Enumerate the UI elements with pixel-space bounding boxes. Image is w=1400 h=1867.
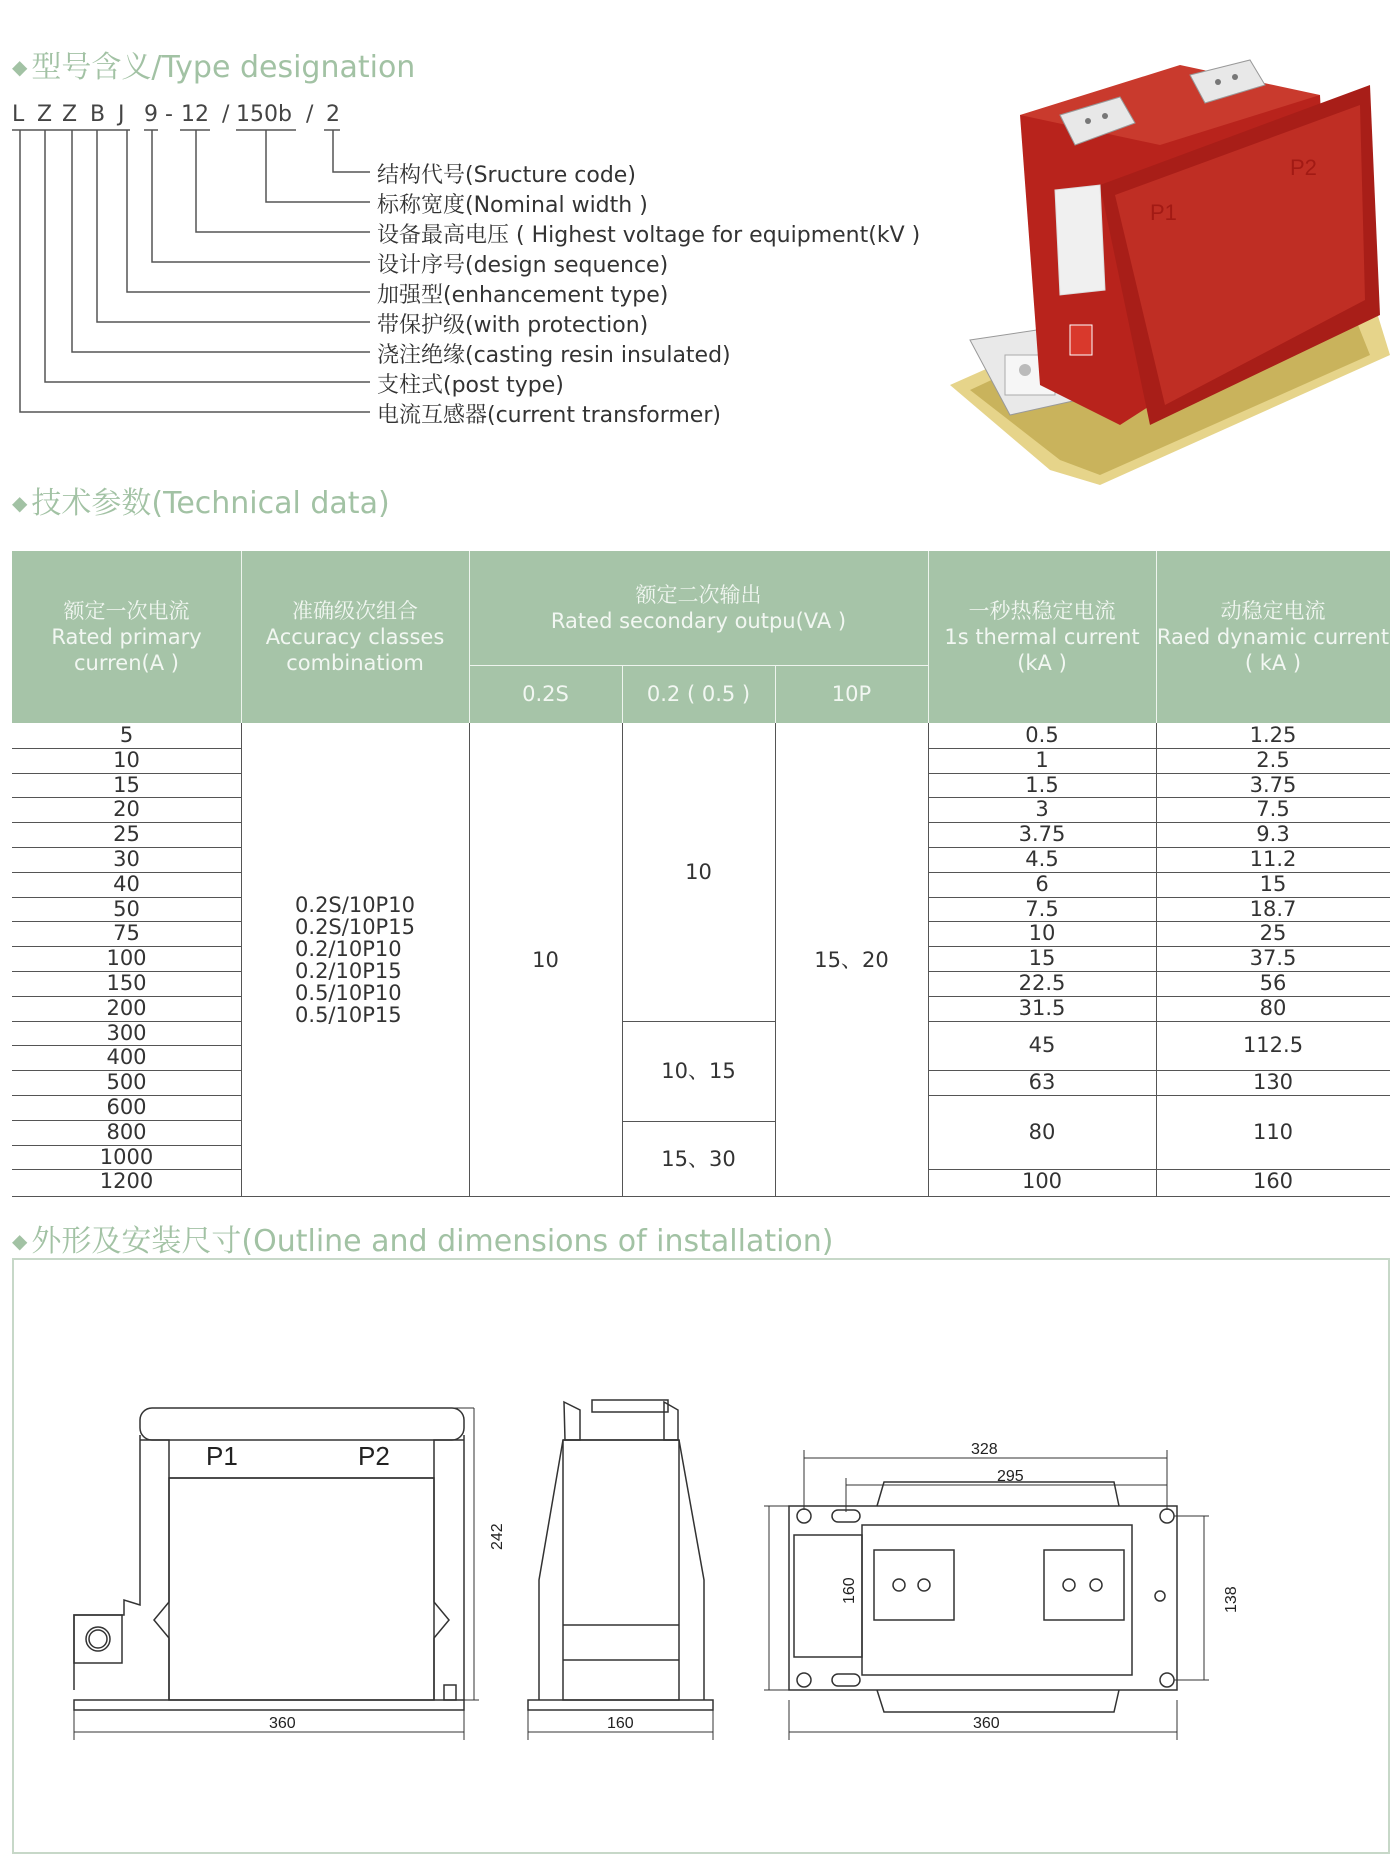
designation-item: 设备最高电压 ( Highest voltage for equipment(kV ) — [377, 223, 921, 248]
thermal-current-cell: 3.75 — [1018, 822, 1066, 847]
diamond-bullet-icon: ◆ — [12, 491, 28, 515]
primary-current-cell: 200 — [106, 995, 147, 1020]
thermal-current-cell: 31.5 — [1018, 995, 1066, 1020]
front-label-p2: P2 — [358, 1441, 390, 1471]
header-line: Accuracy classes — [265, 625, 445, 649]
primary-current-cell: 5 — [119, 723, 134, 747]
primary-current-cell: 20 — [113, 797, 140, 822]
designation-item: 标称宽度(Nominal width ) — [377, 193, 648, 218]
dynamic-current-cell: 160 — [1252, 1169, 1294, 1194]
code-char: J — [118, 102, 125, 127]
header-line: 额定二次输出 — [635, 583, 762, 607]
designation-connector-lines — [0, 0, 380, 420]
front-dim-width: 360 — [269, 1715, 296, 1732]
dynamic-current-cell: 15 — [1259, 871, 1287, 896]
output-0.2-cell: 15、30 — [661, 1147, 736, 1171]
product-photo-current-transformer — [950, 55, 1390, 495]
header-line: Rated primary — [51, 625, 202, 649]
dynamic-current-cell: 37.5 — [1249, 946, 1297, 971]
primary-current-cell: 40 — [113, 871, 140, 896]
primary-current-cell: 30 — [113, 847, 140, 871]
accuracy-list — [295, 894, 415, 1026]
technical-data-table — [12, 551, 1390, 1197]
output-0.2-cell: 10 — [685, 860, 712, 884]
designation-item: 加强型(enhancement type) — [377, 283, 669, 308]
top-dim-depth: 160 — [841, 1577, 858, 1604]
primary-current-cell: 400 — [106, 1045, 147, 1070]
primary-current-cell: 1000 — [99, 1144, 154, 1169]
code-char: 9 — [144, 102, 158, 127]
output-0.2s-cell: 10 — [532, 948, 559, 972]
dynamic-current-cell: 11.2 — [1249, 847, 1297, 871]
front-view — [74, 1408, 479, 1740]
primary-current-cell: 10 — [113, 747, 140, 772]
header-primary-current — [12, 551, 241, 723]
primary-current-cell: 300 — [106, 1020, 147, 1045]
thermal-current-cell: 63 — [1028, 1070, 1056, 1095]
dynamic-current-cell: 3.75 — [1249, 772, 1297, 797]
designation-item: 设计序号(design sequence) — [377, 253, 669, 278]
product-label-p2: P2 — [1290, 155, 1317, 180]
section-title-text: 技术参数(Technical data) — [31, 486, 390, 521]
designation-item: 结构代号(Sructure code) — [377, 163, 636, 188]
thermal-current-cell: 15 — [1028, 946, 1056, 971]
thermal-current-cell: 80 — [1028, 1120, 1056, 1144]
primary-current-cell: 15 — [113, 772, 140, 797]
front-label-p1: P1 — [206, 1441, 238, 1471]
dynamic-current-cell: 18.7 — [1249, 896, 1297, 921]
header-line: 1s thermal current — [944, 625, 1140, 649]
header-dynamic — [1156, 551, 1390, 723]
code-char: 2 — [326, 102, 340, 127]
thermal-current-cell: 10 — [1028, 921, 1056, 946]
designation-item: 支柱式(post type) — [377, 373, 564, 398]
outline-drawing-frame — [12, 1258, 1390, 1854]
code-char: 150b — [236, 102, 292, 127]
diamond-bullet-icon: ◆ — [12, 1229, 28, 1253]
thermal-current-cell: 1.5 — [1025, 772, 1059, 797]
header-line: Raed dynamic current — [1156, 625, 1390, 649]
code-char: B — [90, 102, 106, 127]
dynamic-current-cell: 25 — [1259, 921, 1287, 946]
side-view — [528, 1400, 713, 1740]
dynamic-current-cell: 9.3 — [1256, 822, 1290, 847]
code-char: Z — [62, 102, 78, 127]
diamond-bullet-icon: ◆ — [12, 55, 28, 79]
section-title-outline — [12, 1216, 834, 1260]
dynamic-current-cell: 112.5 — [1242, 1032, 1304, 1057]
primary-current-cell: 50 — [113, 896, 140, 921]
header-sub-0.2s: 0.2S — [522, 682, 569, 706]
primary-current-cell: 600 — [106, 1095, 147, 1119]
output-10p-cell: 15、20 — [814, 948, 889, 972]
side-dim-width: 160 — [607, 1715, 634, 1732]
top-view — [764, 1450, 1209, 1740]
header-line: 准确级次组合 — [292, 599, 418, 623]
header-line: ( kA ) — [1244, 651, 1302, 675]
primary-current-cell: 1200 — [99, 1169, 154, 1194]
designation-item: 浇注绝缘(casting resin insulated) — [377, 343, 731, 368]
header-accuracy — [241, 551, 469, 723]
code-char: / — [222, 102, 230, 127]
primary-current-cell: 100 — [106, 946, 147, 971]
thermal-current-cell: 22.5 — [1018, 971, 1066, 995]
accuracy-class-item: 0.5/10P15 — [295, 1003, 402, 1027]
thermal-current-cell: 6 — [1035, 871, 1049, 896]
header-line: curren(A ) — [74, 651, 179, 675]
product-label-p1: P1 — [1150, 200, 1177, 225]
dynamic-current-cell: 1.25 — [1249, 723, 1297, 747]
thermal-current-cell: 1 — [1035, 747, 1049, 772]
primary-current-cell: 150 — [106, 971, 147, 995]
primary-current-cell: 500 — [106, 1070, 147, 1095]
outline-drawings — [14, 1260, 1388, 1852]
front-dim-height: 242 — [489, 1523, 506, 1550]
designation-item: 带保护级(with protection) — [377, 313, 649, 338]
thermal-current-cell: 4.5 — [1025, 847, 1059, 871]
primary-current-cell: 800 — [106, 1119, 147, 1144]
header-sub-0.2: 0.2 ( 0.5 ) — [646, 682, 751, 706]
code-char: 12 — [181, 102, 209, 127]
header-line: Rated secondary outpu(VA ) — [550, 609, 847, 633]
top-dim-inner: 295 — [997, 1468, 1024, 1485]
accuracy-class-item: 0.2S/10P15 — [295, 915, 415, 939]
header-thermal — [928, 551, 1156, 723]
dynamic-current-cell: 7.5 — [1256, 797, 1290, 822]
dynamic-current-cell: 130 — [1252, 1070, 1294, 1095]
thermal-current-cell: 100 — [1021, 1169, 1063, 1194]
thermal-current-cell: 45 — [1028, 1032, 1056, 1057]
section-title-text: 型号含义/Type designation — [31, 50, 416, 85]
accuracy-class-item: 0.5/10P10 — [295, 981, 402, 1005]
top-dim-width: 360 — [973, 1715, 1000, 1732]
dynamic-current-cell: 80 — [1259, 995, 1287, 1020]
code-char: Z — [37, 102, 53, 127]
code-char: / — [306, 102, 314, 127]
section-title-text: 外形及安装尺寸(Outline and dimensions of installation) — [31, 1224, 834, 1259]
header-line: combinatiom — [286, 651, 424, 675]
header-line: 动稳定电流 — [1220, 599, 1326, 623]
accuracy-classes-cell — [241, 723, 469, 1197]
header-line: 一秒热稳定电流 — [968, 599, 1116, 623]
top-dim-depth-inner: 138 — [1223, 1586, 1240, 1613]
primary-current-cell: 75 — [113, 921, 140, 946]
accuracy-class-item: 0.2S/10P10 — [295, 893, 415, 917]
designation-item: 电流互感器(current transformer) — [377, 403, 721, 428]
thermal-current-cell: 7.5 — [1025, 896, 1059, 921]
section-title-technical-data — [12, 478, 390, 522]
header-line: (kA ) — [1017, 651, 1067, 675]
primary-current-cell: 25 — [113, 822, 140, 847]
dynamic-current-cell: 56 — [1259, 971, 1287, 995]
dynamic-current-cell: 2.5 — [1256, 747, 1290, 772]
code-char: L — [12, 102, 25, 127]
thermal-current-cell: 3 — [1035, 797, 1049, 822]
header-secondary-output — [469, 551, 928, 665]
accuracy-class-item: 0.2/10P10 — [295, 937, 402, 961]
output-0.2-cell: 10、15 — [661, 1059, 736, 1083]
header-line: 额定一次电流 — [63, 599, 190, 623]
header-sub-10p: 10P — [831, 682, 872, 706]
dynamic-current-cell: 110 — [1252, 1120, 1294, 1144]
thermal-current-cell: 0.5 — [1025, 723, 1059, 747]
code-char: - — [165, 102, 173, 127]
top-dim-outer: 328 — [971, 1441, 998, 1458]
accuracy-class-item: 0.2/10P15 — [295, 959, 402, 983]
